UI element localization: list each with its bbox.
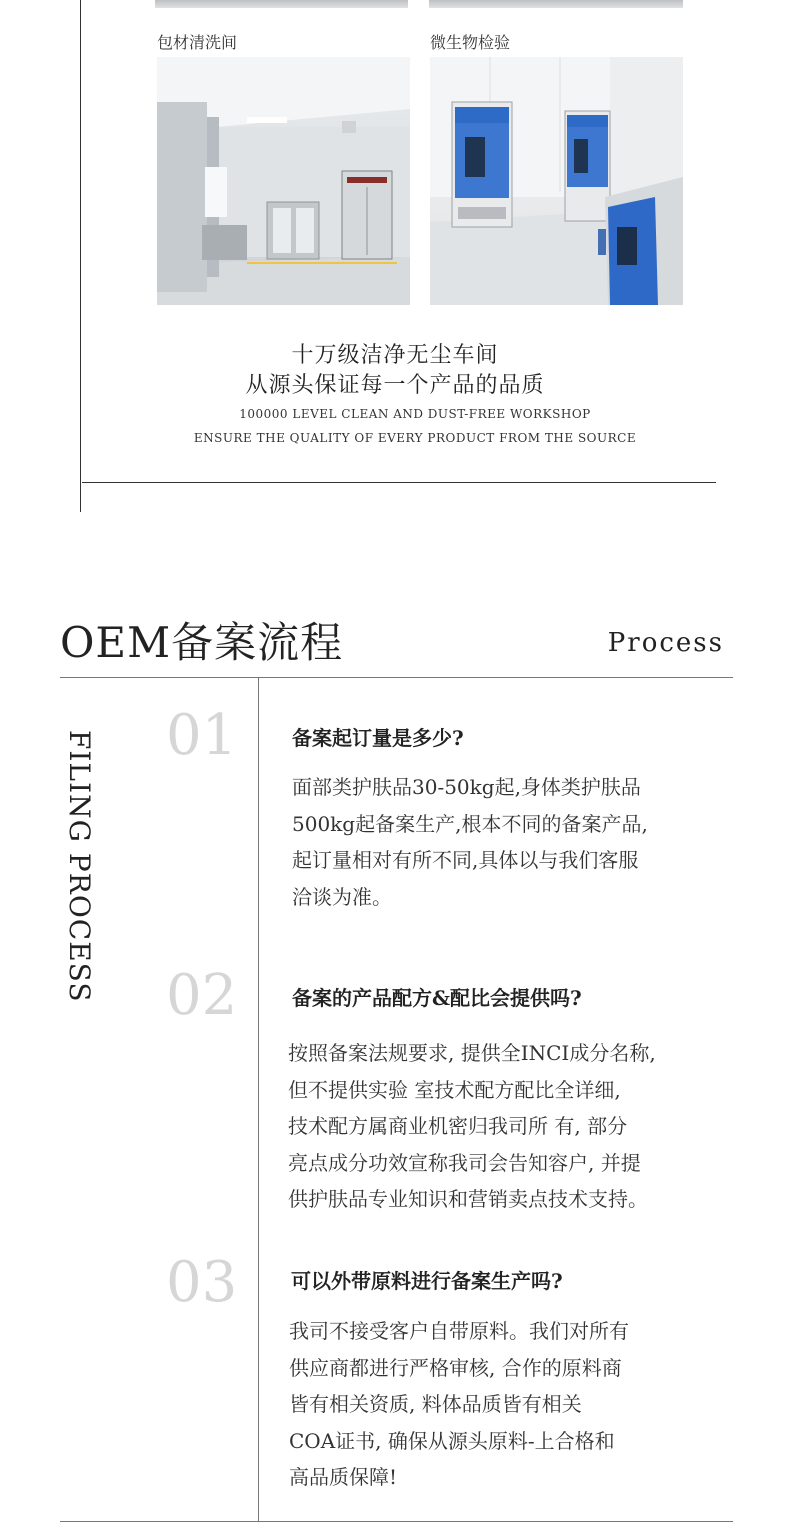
step-question-01: 备案起订量是多少? xyxy=(292,726,464,750)
photo-caption-washroom: 包材清洗间 xyxy=(157,33,238,52)
answer-line: 按照备案法规要求, 提供全INCI成分名称, xyxy=(288,1041,656,1065)
oem-header-divider xyxy=(60,677,733,678)
photo-caption-microbiology: 微生物检验 xyxy=(430,33,511,52)
oem-column-divider xyxy=(258,677,259,1521)
answer-line: 技术配方属商业机密归我司所 有, 部分 xyxy=(288,1114,628,1138)
answer-line: 供应商都进行严格审核, 合作的原料商 xyxy=(289,1355,622,1380)
step-question-03: 可以外带原料进行备案生产吗? xyxy=(291,1269,563,1293)
step-number-01: 01 xyxy=(166,703,238,768)
step-answer-01 xyxy=(292,769,648,915)
answer-line: 起订量相对有所不同,具体以与我们客服 xyxy=(292,848,639,872)
answer-line: 亮点成分功效宣称我司会告知容户, 并提 xyxy=(288,1150,641,1175)
oem-section-title-en: Process xyxy=(607,628,724,658)
answer-line: 但不提供实验 室技术配方配比全详细, xyxy=(288,1077,621,1102)
answer-line: COA证书, 确保从源头原料-上合格和 xyxy=(289,1428,615,1453)
step-answer-02 xyxy=(288,1035,656,1218)
step-number-02: 02 xyxy=(166,963,238,1028)
step-question-02: 备案的产品配方&配比会提供吗? xyxy=(292,986,582,1010)
workshop-title-line-1: 十万级洁净无尘车间 xyxy=(291,343,499,368)
cropped-photo-top-left xyxy=(155,0,408,8)
answer-line: 高品质保障! xyxy=(289,1465,398,1489)
cleanroom-photo xyxy=(157,57,410,305)
answer-line: 洽谈为准。 xyxy=(292,884,392,909)
step-number-03: 03 xyxy=(166,1250,238,1315)
section-divider-horizontal xyxy=(82,482,716,483)
cropped-photo-top-right xyxy=(429,0,683,8)
answer-line: 皆有相关资质, 料体品质皆有相关 xyxy=(289,1392,582,1416)
oem-footer-divider xyxy=(60,1521,733,1522)
answer-line: 面部类护肤品30-50kg起,身体类护肤品 xyxy=(292,775,641,799)
step-answer-03 xyxy=(289,1313,629,1496)
workshop-subtitle-en-line-2: ENSURE THE QUALITY OF EVERY PRODUCT FROM THE SOURCE xyxy=(193,431,637,445)
answer-line: 供护肤品专业知识和营销卖点技术支持。 xyxy=(288,1187,648,1211)
answer-line: 我司不接受客户自带原料。我们对所有 xyxy=(289,1319,629,1343)
workshop-title-line-2: 从源头保证每一个产品的品质 xyxy=(245,373,545,398)
workshop-subtitle-en-line-1: 100000 LEVEL CLEAN AND DUST-FREE WORKSHOP xyxy=(239,407,591,421)
answer-line: 500kg起备案生产,根本不同的备案产品, xyxy=(292,811,648,836)
filing-process-vertical-label: FILING PROCESS xyxy=(63,730,96,1003)
lab-incubator-photo xyxy=(430,57,683,305)
oem-section-title: OEM备案流程 xyxy=(60,618,344,667)
